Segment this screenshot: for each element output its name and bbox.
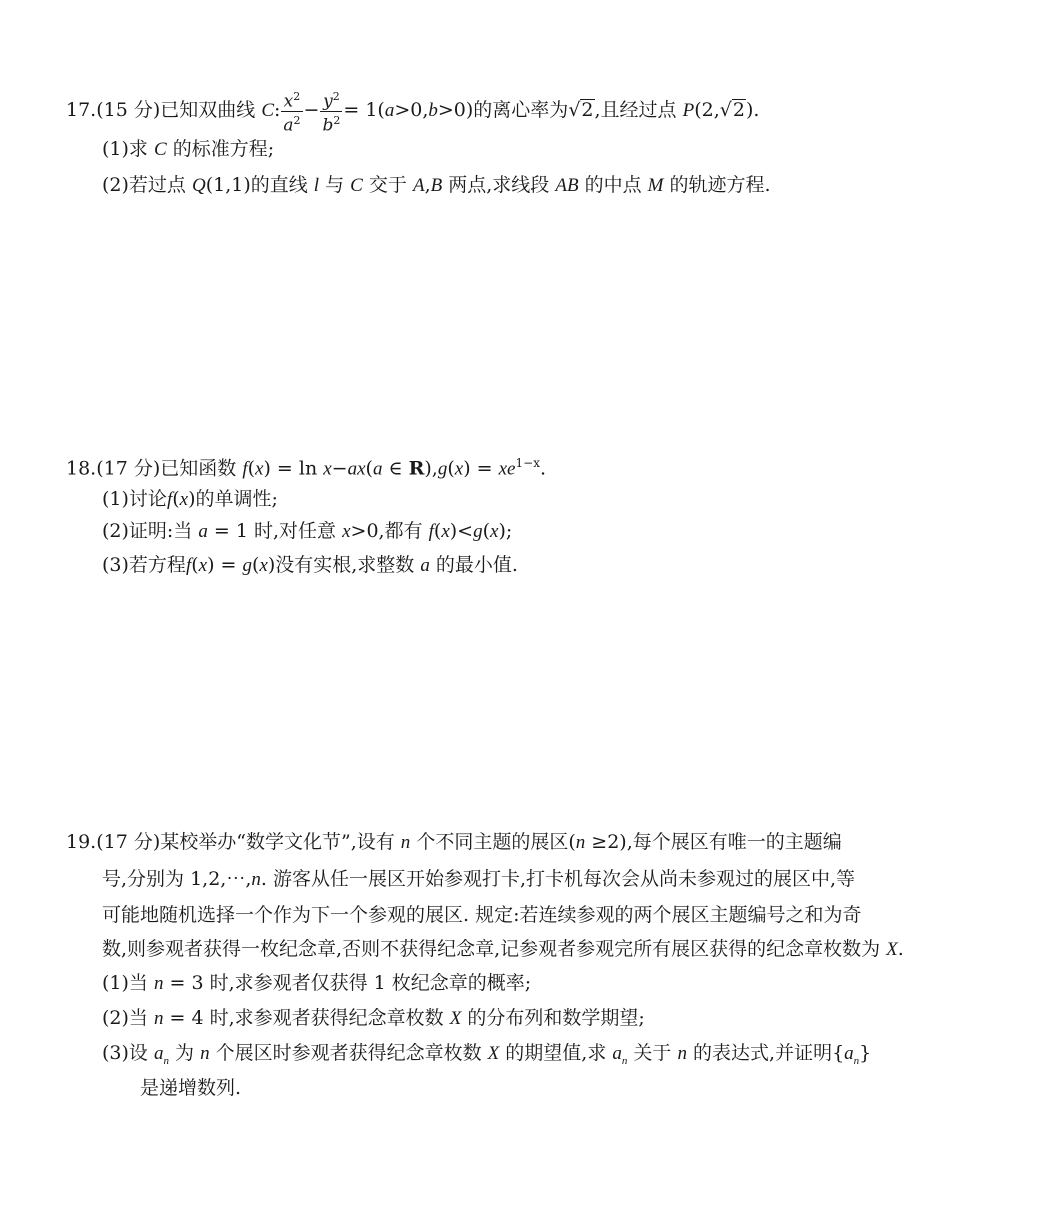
stem-text: 数,则参观者获得一枚纪念章,否则不获得纪念章,记参观者参观完所有展区获得的纪念章枚数为 [102, 938, 887, 960]
part-text: 的期望值,求 [499, 1042, 613, 1064]
problem-17-part-1 [102, 136, 274, 163]
part-label: (1) [102, 488, 129, 510]
problem-17-stem [66, 88, 759, 134]
math-var: g [437, 458, 448, 480]
math-var: l [313, 175, 320, 196]
math-var: y [323, 91, 333, 112]
part-text: 的表达式,并证明{ [686, 1042, 845, 1064]
math-var: f [428, 521, 434, 542]
math-var: x [198, 555, 208, 576]
stem-text: − [331, 457, 348, 480]
math-var: A [412, 175, 425, 196]
math-exp: 1−x [515, 456, 540, 470]
math-var: x [454, 458, 464, 480]
part-text: 若过点 [128, 174, 192, 196]
math-var: x [283, 91, 294, 112]
problem-number: 19. [66, 831, 97, 853]
math-exp: 2 [293, 90, 301, 103]
problem-score: (17 分) [96, 831, 161, 853]
part-text: 若方程 [128, 554, 186, 576]
part-text: >0,都有 [350, 520, 429, 542]
problem-19-stem-line-2 [102, 866, 855, 893]
math-var: n [153, 973, 164, 994]
math-var: a [420, 555, 430, 576]
stem-text: ∈ [382, 457, 409, 480]
math-var: P [682, 100, 695, 122]
stem-text: ,且经过点 [594, 99, 683, 122]
math-var: a [384, 100, 395, 122]
part-text: 设 [128, 1042, 154, 1064]
math-var: f [185, 555, 192, 576]
math-var: f [242, 458, 248, 480]
math-exp: 2 [293, 113, 301, 127]
math-var: M [647, 175, 664, 196]
part-text: ); [498, 520, 513, 542]
math-var: x [255, 458, 264, 480]
part-text: 交于 [362, 174, 413, 196]
stem-text: ) = ln [263, 457, 324, 480]
problem-18-stem [66, 450, 546, 482]
stem-text: 已知函数 [160, 457, 243, 480]
math-var: Q [191, 175, 206, 196]
part-text: 个展区时参观者获得纪念章枚数 [209, 1042, 488, 1064]
radicand: 2 [732, 99, 745, 122]
math-var: n [677, 1043, 687, 1064]
part-text: ( [482, 520, 491, 542]
part-text: 的中点 [578, 174, 648, 196]
problem-19-part-2 [102, 1005, 645, 1032]
part-text: = 4 时,求参观者获得纪念章枚数 [163, 1007, 450, 1029]
part-text: 求 [128, 138, 154, 160]
stem-text: . 游客从任一展区开始参观打卡,打卡机每次会从尚未参观过的展区中,等 [260, 868, 856, 890]
problem-19-part-3-continued [140, 1075, 241, 1101]
math-var: x [259, 555, 268, 576]
problem-score: (15 分) [96, 99, 161, 122]
part-text: 是递增数列. [140, 1077, 242, 1099]
fraction-x2-a2 [281, 88, 302, 134]
problem-19-part-1 [102, 970, 531, 997]
part-text: 讨论 [128, 488, 167, 510]
radical-sign: √ [568, 99, 581, 122]
part-label: (3) [102, 554, 129, 576]
problem-19-stem-line-4 [102, 936, 904, 963]
math-var: b [322, 115, 334, 136]
stem-text: ), [424, 457, 438, 480]
stem-text: ) = [463, 457, 499, 480]
part-label: (2) [102, 1007, 129, 1029]
part-text: ( [172, 488, 180, 510]
stem-text: . [897, 938, 904, 960]
math-var: B [430, 175, 443, 196]
problem-19-part-3 [102, 1040, 871, 1074]
problem-score: (17 分) [96, 457, 161, 480]
stem-text: 某校举办“数学文化节”,设有 [160, 831, 401, 853]
part-text: 为 [168, 1042, 201, 1064]
math-var: C [350, 175, 363, 196]
part-text: ( [252, 554, 260, 576]
radicand: 2 [581, 99, 594, 122]
problem-18-part-3 [102, 552, 518, 579]
math-var: a [612, 1043, 622, 1064]
math-var: a [198, 521, 208, 542]
problem-number: 17. [66, 99, 97, 122]
part-text: , [424, 174, 431, 196]
part-label: (3) [102, 1042, 129, 1064]
stem-text: = 1( [343, 99, 385, 122]
part-text: 的分布列和数学期望; [461, 1007, 645, 1029]
problem-18-part-1 [102, 486, 278, 513]
part-label: (2) [102, 174, 129, 196]
stem-text: (2, [694, 99, 720, 122]
part-label: (1) [102, 138, 129, 160]
stem-text: 已知双曲线 [160, 99, 262, 122]
part-text: 当 [128, 1007, 154, 1029]
radical-sign: √ [719, 99, 732, 122]
math-sub: n [853, 1054, 860, 1067]
part-text: 的标准方程; [166, 138, 275, 160]
math-exp: 2 [333, 113, 341, 127]
math-var: n [251, 869, 261, 890]
part-text: 关于 [627, 1042, 678, 1064]
problem-19-stem-line-3 [102, 902, 861, 928]
part-text: ( [433, 520, 442, 542]
part-label: (2) [102, 520, 129, 542]
math-var: b [428, 100, 438, 122]
part-text: (1,1)的直线 [205, 174, 314, 196]
problem-19-stem-line-1 [66, 829, 842, 856]
math-var: a [844, 1043, 854, 1064]
part-text: 证明:当 [128, 520, 199, 542]
math-sub: n [163, 1054, 169, 1067]
math-var: x [342, 521, 351, 542]
stem-text: 号,分别为 1,2,⋯, [102, 868, 252, 890]
stem-text: ≥2),每个展区有唯一的主题编 [585, 831, 842, 853]
math-var: g [242, 555, 252, 576]
math-var: C [153, 139, 167, 160]
math-var: a [153, 1043, 164, 1064]
stem-text: : [274, 99, 281, 122]
part-text: )的单调性; [188, 488, 278, 510]
math-exp: 2 [332, 90, 340, 103]
math-var: a [283, 115, 294, 136]
stem-text: >0)的离心率为 [437, 99, 569, 122]
part-text: 的轨迹方程. [663, 174, 771, 196]
math-var: f [166, 489, 173, 510]
problem-18-part-2 [102, 518, 512, 545]
stem-text: >0, [394, 99, 429, 122]
stem-text: ). [745, 99, 760, 122]
part-text: ) = [207, 554, 243, 576]
part-text: = 3 时,求参观者仅获得 1 枚纪念章的概率; [163, 972, 532, 994]
math-var: X [449, 1008, 462, 1029]
part-label: (1) [102, 972, 129, 994]
part-text: 的最小值. [429, 554, 518, 576]
math-var: x [490, 521, 499, 542]
math-var: x [441, 521, 450, 542]
math-var: n [153, 1008, 164, 1029]
part-text: 两点,求线段 [442, 174, 556, 196]
math-var: n [575, 832, 586, 853]
math-var: a [372, 458, 383, 480]
stem-text: ( [247, 457, 256, 480]
problem-number: 18. [66, 457, 97, 480]
part-text: = 1 时,对任意 [207, 520, 343, 542]
real-numbers-symbol: R [408, 457, 425, 480]
part-text: ( [191, 554, 199, 576]
part-text: )没有实根,求整数 [267, 554, 421, 576]
stem-text: ( [447, 457, 455, 480]
part-text: )< [449, 520, 474, 542]
problem-17-part-2 [102, 172, 771, 199]
stem-text: ( [365, 457, 373, 480]
stem-text: 个不同主题的展区( [410, 831, 576, 853]
math-var: x [323, 458, 332, 480]
math-var: ax [347, 458, 366, 480]
stem-text: . [539, 457, 547, 480]
part-text: 当 [128, 972, 154, 994]
part-text: 与 [319, 174, 351, 196]
math-var: g [473, 521, 483, 542]
fraction-y2-b2 [320, 88, 342, 134]
math-var: C [261, 100, 274, 122]
part-text: } [859, 1042, 872, 1064]
math-sub: n [621, 1054, 628, 1067]
math-var: X [487, 1043, 500, 1064]
math-var: x [179, 489, 189, 510]
math-var: AB [555, 175, 579, 196]
math-var: X [886, 939, 898, 960]
stem-text: 可能地随机选择一个作为下一个参观的展区. 规定:若连续参观的两个展区主题编号之和为奇 [102, 904, 862, 926]
stem-text: − [303, 99, 320, 122]
math-var: n [200, 1043, 210, 1064]
math-var: xe [498, 458, 516, 480]
math-var: n [400, 832, 411, 853]
